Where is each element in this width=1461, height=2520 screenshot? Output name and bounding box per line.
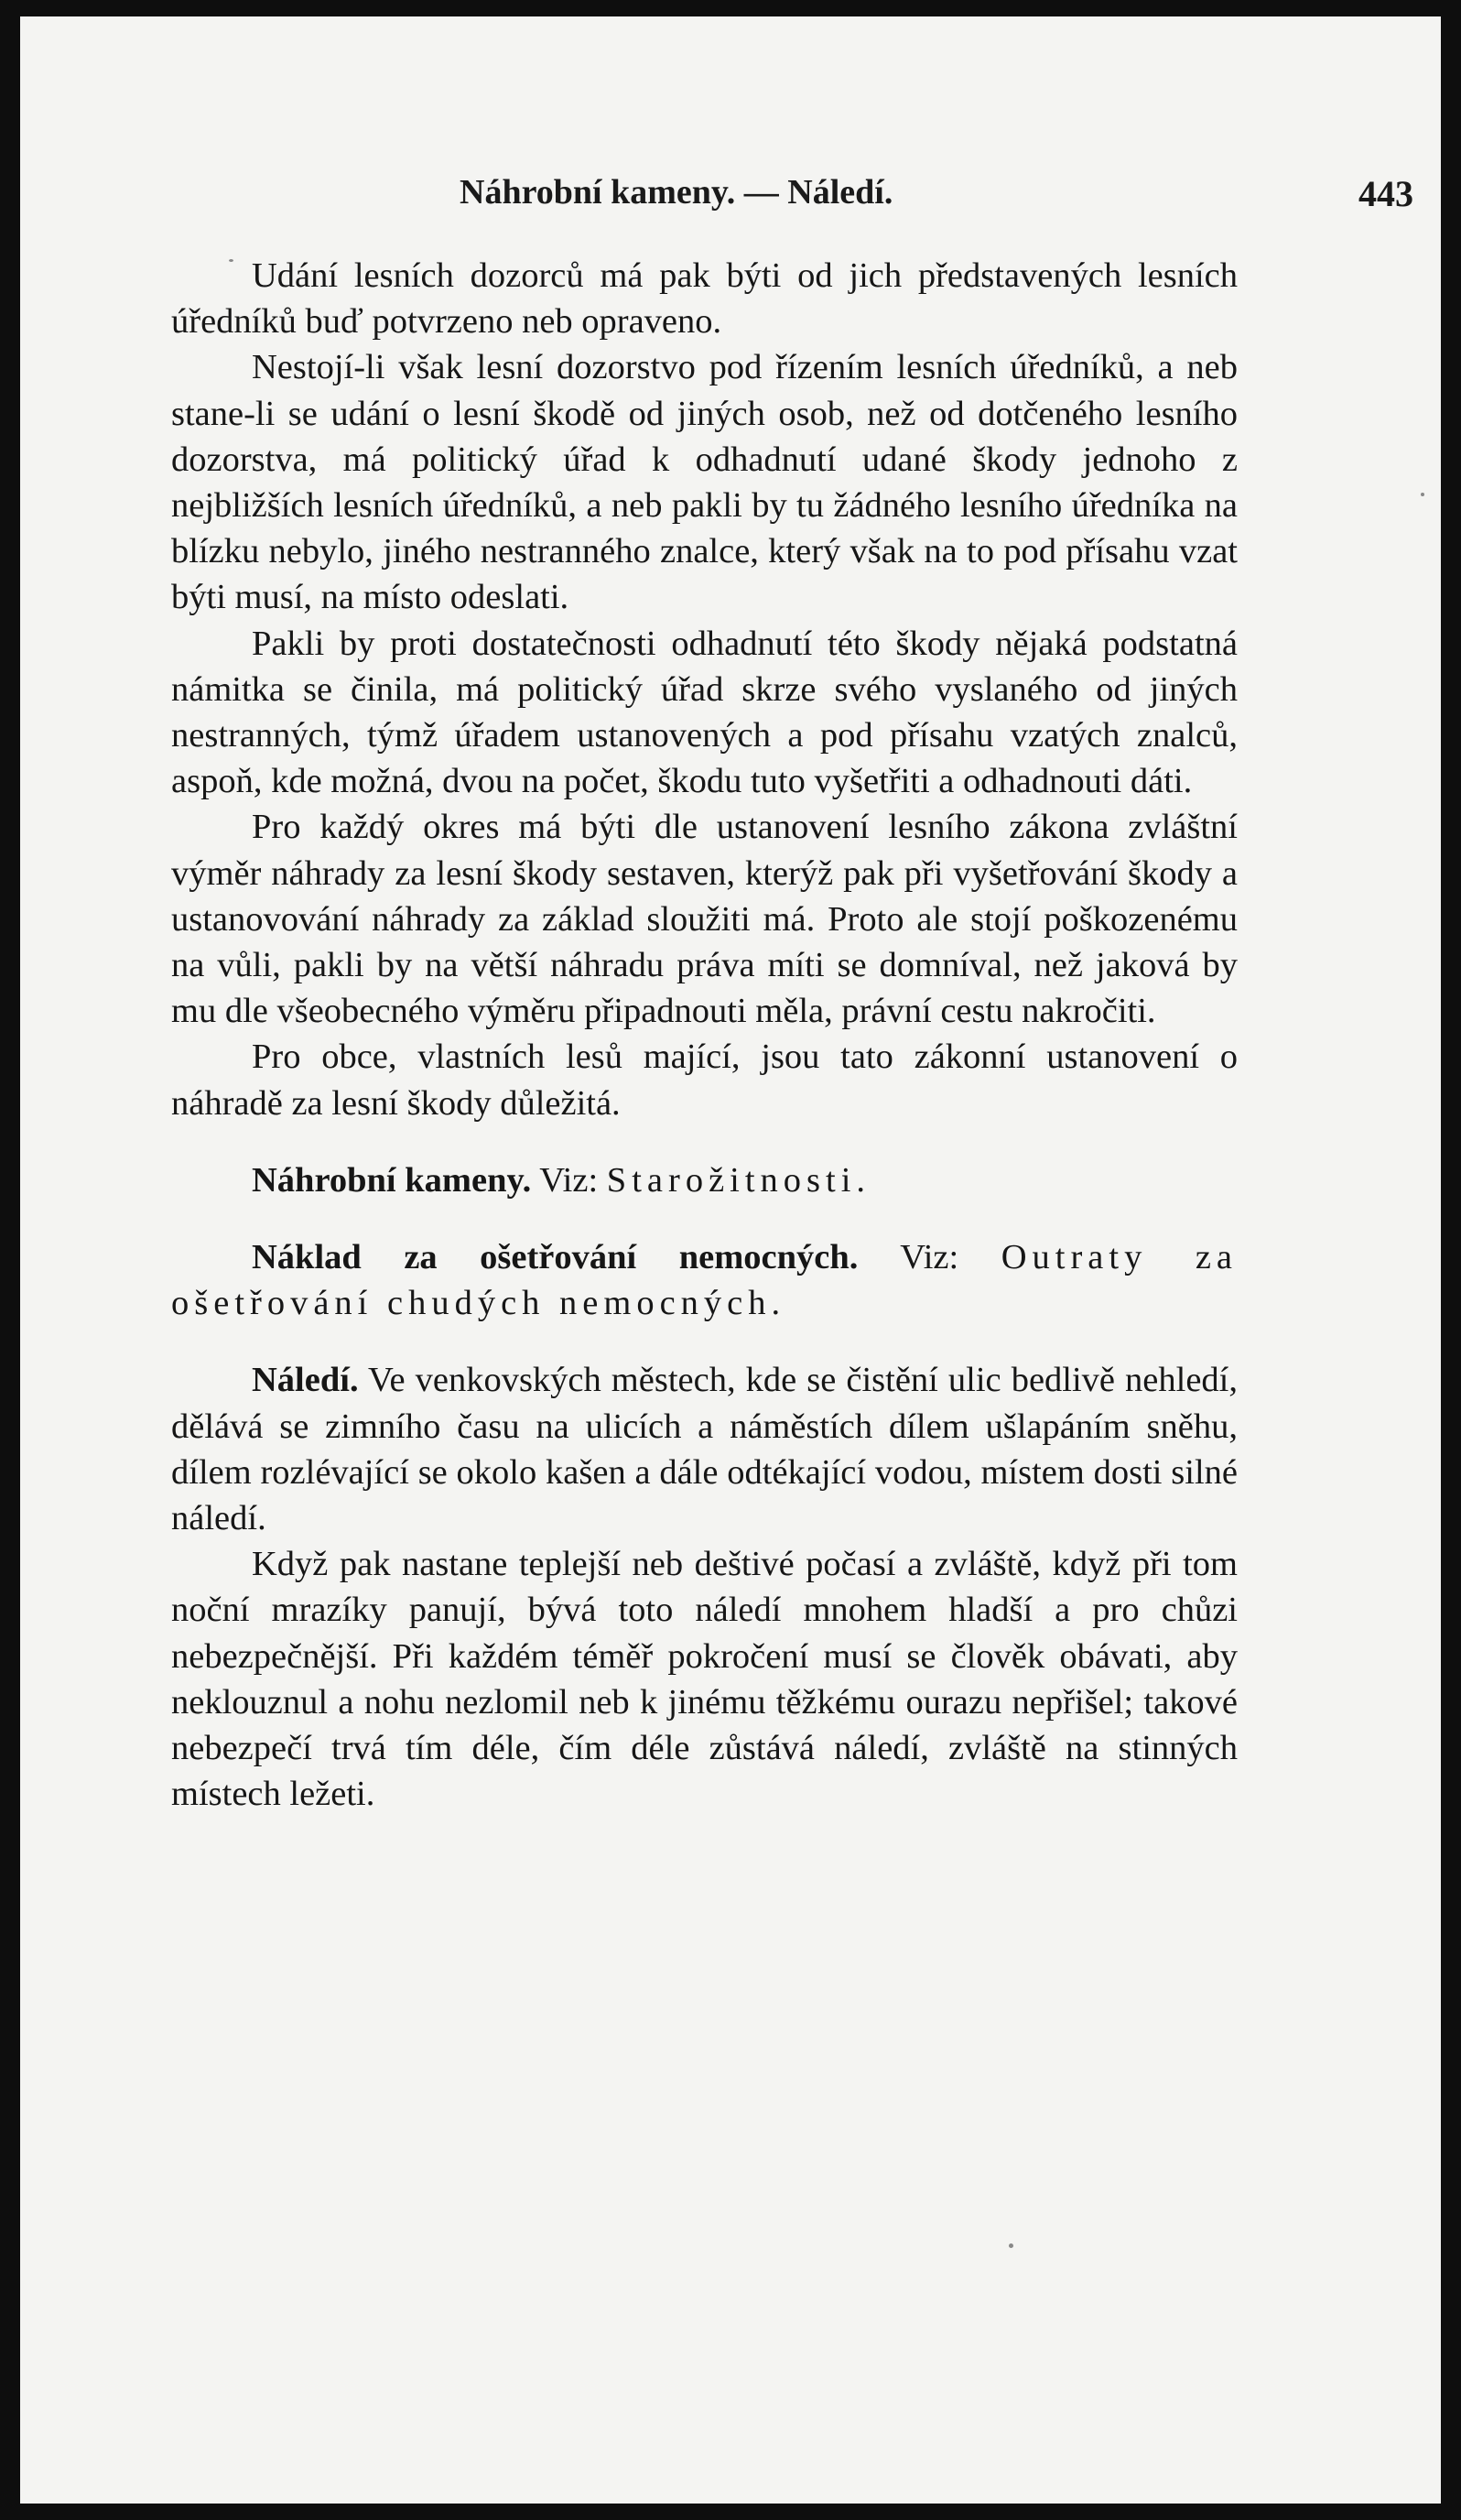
paragraph: Pakli by proti dostatečnosti odhadnutí této škody nějaká podstatná námitka se činila, má politický úřad skrze svého vyslaného od jiných nestranných, týmž úřadem ustanovených a pod přísahu vzatých znalců, aspoň, kde možná, dvou na počet, škodu tuto vyšetřiti a odhadnouti dáti. (171, 624, 1238, 801)
body-text (171, 253, 1238, 1818)
paper-speck (1421, 493, 1424, 496)
paper-speck (229, 259, 233, 262)
paper-speck (1009, 2243, 1013, 2248)
dictionary-entry (171, 1234, 1238, 1326)
cross-reference: Starožitnosti. (606, 1160, 871, 1200)
page-header (20, 172, 1441, 227)
book-page (20, 16, 1441, 2504)
paragraph: Nestojí-li však lesní dozorstvo pod řízením lesních úředníků, a neb stane-li se udání o lesní škodě od jiných osob, než od dotčeného lesního dozorstva, má politický úřad k odhadnutí udané škody jednoho z nejbližších lesních úředníků, a neb pakli by tu žádného lesního úředníka na blízku nebylo, jiného nestranného znalce, který však na to pod přísahu vzat býti musí, na místo odeslati. (171, 348, 1238, 617)
cross-reference: Outraty za ošetřování chudých nemocných. (171, 1238, 1238, 1323)
running-head: Náhrobní kameny. — Náledí. (460, 173, 893, 212)
dictionary-entry (171, 1357, 1238, 1541)
paragraph: Pro obce, vlastních lesů mající, jsou tato zákonní ustanovení o náhradě za lesní škody důležitá. (171, 1037, 1238, 1123)
page-number: 443 (1358, 173, 1413, 214)
dictionary-entry (171, 1157, 1238, 1203)
paragraph: Udání lesních dozorců má pak býti od jich představených lesních úředníků buď potvrzeno neb opraveno. (171, 256, 1238, 342)
cross-reference-prefix: Viz: (900, 1238, 959, 1277)
entry-headword: Náhrobní kameny. (252, 1160, 532, 1200)
paragraph: Pro každý okres má býti dle ustanovení lesního zákona zvláštní výměr náhrady za lesní škody sestaven, kterýž pak při vyšetřování škody a ustanovování náhrady za základ sloužiti má. Proto ale stojí poškozenému na vůli, pakli by na větší náhradu práva míti se domníval, než jaková by mu dle všeobecného výměru připadnouti měla, právní cestu nakročiti. (171, 808, 1238, 1031)
entry-headword: Náledí. (252, 1361, 359, 1400)
entry-headword: Náklad za ošetřování nemocných. (252, 1238, 859, 1277)
cross-reference-prefix: Viz: (539, 1160, 599, 1200)
paragraph: Když pak nastane teplejší neb deštivé počasí a zvláště, když při tom noční mrazíky panují, bývá toto náledí mnohem hladší a pro chůzi nebezpečnější. Při každém téměř pokročení musí se člověk obávati, aby neklouznul a nohu nezlomil neb k jinému těžkému ourazu nepřišel; takové nebezpečí trvá tím déle, čím déle zůstává náledí, zvláště na stinných místech ležeti. (171, 1545, 1238, 1814)
entry-text: Ve venkovských městech, kde se čistění ulic bedlivě nehledí, dělává se zimního času na ulicích a náměstích dílem ušlapáním sněhu, dílem rozlévající se okolo kašen a dále odtékající vodou, místem dosti silné náledí. (171, 1361, 1238, 1538)
